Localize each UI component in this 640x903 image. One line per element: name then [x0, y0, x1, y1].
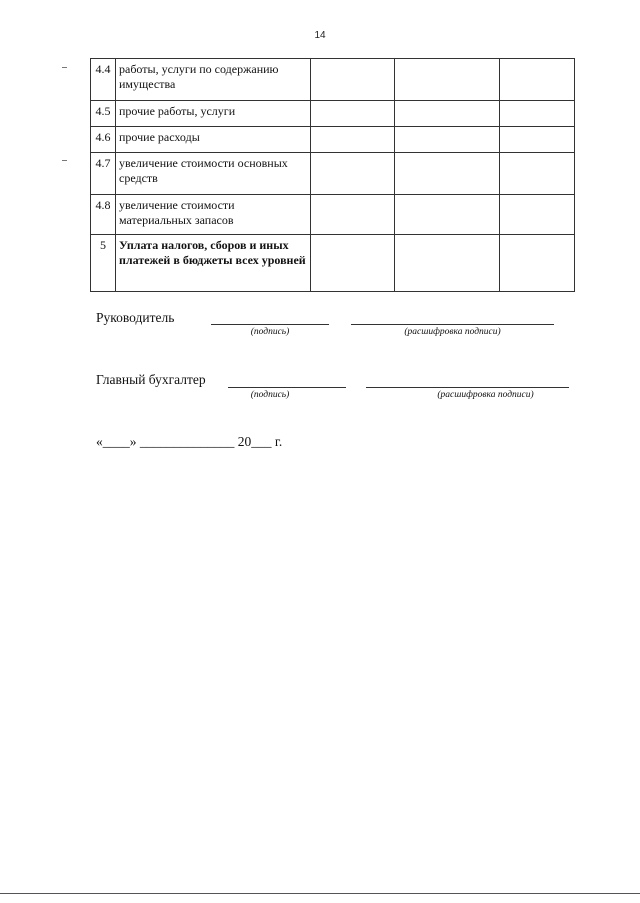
table-cell [395, 235, 500, 292]
table-cell [311, 101, 395, 127]
row-name: прочие расходы [116, 127, 311, 153]
row-number: 4.4 [91, 59, 116, 101]
table-row [91, 153, 575, 195]
date-line: «____» ______________ 20___ г. [96, 434, 283, 449]
table-cell [395, 195, 500, 235]
table-cell [500, 235, 575, 292]
accountant-signature-label: Главный бухгалтер [96, 372, 206, 387]
accountant-decode-hint: (расшифровка подписи) [437, 390, 534, 400]
head-signature-line [211, 324, 329, 325]
head-decode-hint: (расшифровка подписи) [404, 327, 501, 337]
table-cell [500, 101, 575, 127]
table-cell [500, 127, 575, 153]
row-number: 4.5 [91, 101, 116, 127]
table-cell [395, 153, 500, 195]
row-number: 5 [91, 235, 116, 292]
table-cell [395, 59, 500, 101]
head-signature-label: Руководитель [96, 310, 175, 325]
margin-mark [62, 160, 67, 161]
accountant-signature-hint: (подпись) [250, 390, 290, 400]
row-name: увеличение стоимости основных средств [116, 153, 311, 195]
accountant-signature-line [228, 387, 346, 388]
row-number: 4.8 [91, 195, 116, 235]
row-name: работы, услуги по содержанию имущества [116, 59, 311, 101]
table-row [91, 59, 575, 101]
bottom-rule [0, 893, 640, 894]
row-number: 4.7 [91, 153, 116, 195]
table-row [91, 101, 575, 127]
head-decode-line [351, 324, 554, 325]
head-signature-hint: (подпись) [250, 327, 290, 337]
table-cell [500, 153, 575, 195]
row-name: Уплата налогов, сборов и иных платежей в бюджеты всех уровней [116, 235, 311, 292]
table-cell [311, 235, 395, 292]
table-cell [395, 101, 500, 127]
table-cell [311, 59, 395, 101]
row-number: 4.6 [91, 127, 116, 153]
budget-table [90, 58, 575, 292]
table-cell [311, 127, 395, 153]
margin-mark [62, 67, 67, 68]
row-name: прочие работы, услуги [116, 101, 311, 127]
row-name: увеличение стоимости материальных запасов [116, 195, 311, 235]
table-cell [500, 59, 575, 101]
table-row [91, 195, 575, 235]
table-cell [311, 153, 395, 195]
accountant-decode-line [366, 387, 569, 388]
page-number: 14 [314, 30, 326, 41]
table-cell [395, 127, 500, 153]
table-cell [500, 195, 575, 235]
table-cell [311, 195, 395, 235]
table-row [91, 235, 575, 292]
table-row [91, 127, 575, 153]
